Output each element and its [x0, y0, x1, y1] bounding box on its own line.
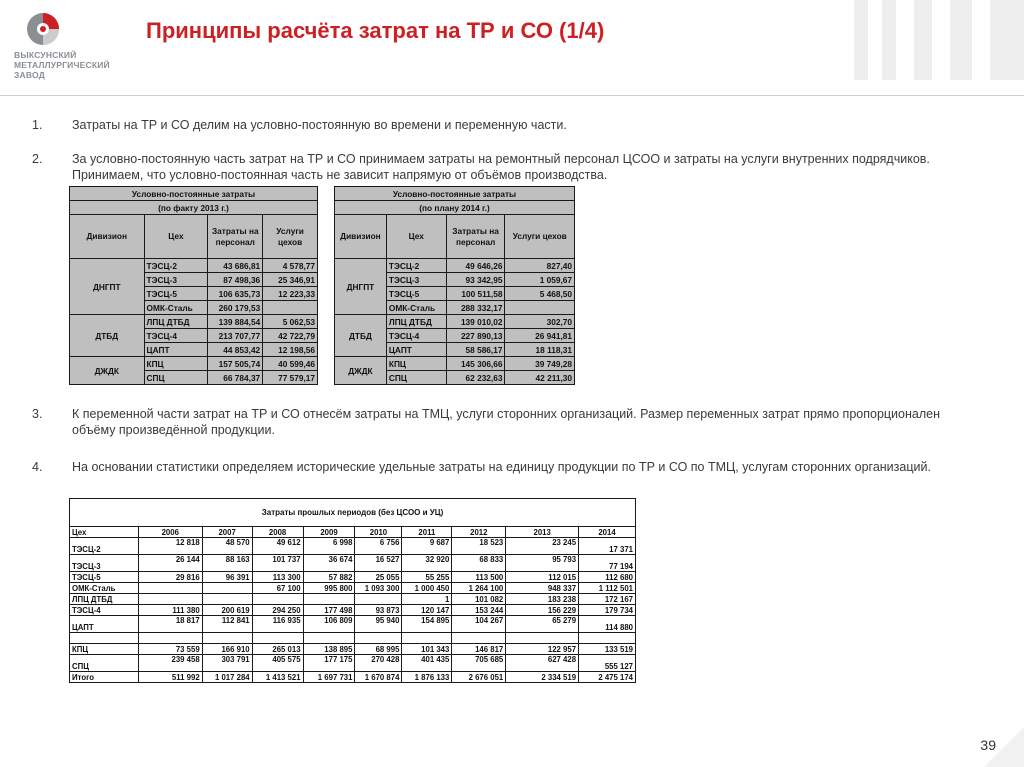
fixed-costs-fact-table [69, 186, 318, 385]
value-cell: 48 570 [202, 538, 252, 555]
value-cell: 68 995 [355, 644, 402, 655]
table-row [70, 594, 636, 605]
value-cell: 112 680 [579, 572, 636, 583]
column-header: Затраты на персонал [208, 215, 263, 259]
value-cell: 96 391 [202, 572, 252, 583]
value-cell: 122 957 [506, 644, 579, 655]
value-cell [202, 583, 252, 594]
value-cell: 17 371 [579, 538, 636, 555]
shop-cell: СПЦ [386, 371, 446, 385]
value-cell [252, 594, 303, 605]
year-header: 2009 [303, 527, 355, 538]
value-cell [506, 633, 579, 644]
value-cell: 1 017 284 [202, 672, 252, 683]
value-cell [202, 594, 252, 605]
table-subheader: (по факту 2013 г.) [70, 201, 318, 215]
services-cell: 4 578,77 [263, 259, 318, 273]
column-header: Услуги цехов [505, 215, 575, 259]
header-divider [0, 95, 1024, 96]
personnel-cell: 106 635,73 [208, 287, 263, 301]
value-cell: 113 300 [252, 572, 303, 583]
value-cell [355, 594, 402, 605]
value-cell: 101 343 [402, 644, 452, 655]
personnel-cell: 44 853,42 [208, 343, 263, 357]
value-cell: 303 791 [202, 655, 252, 672]
value-cell: 68 833 [452, 555, 506, 572]
shop-cell [70, 633, 139, 644]
value-cell: 1 670 874 [355, 672, 402, 683]
value-cell: 1 093 300 [355, 583, 402, 594]
services-cell: 827,40 [505, 259, 575, 273]
value-cell: 12 818 [138, 538, 202, 555]
table-row [70, 259, 318, 273]
value-cell: 65 279 [506, 616, 579, 633]
personnel-cell: 58 586,17 [446, 343, 505, 357]
shop-cell: ОМК-Сталь [70, 583, 139, 594]
item-number: 3. [32, 407, 43, 421]
year-header: 2007 [202, 527, 252, 538]
value-cell: 114 880 [579, 616, 636, 633]
value-cell [452, 633, 506, 644]
value-cell: 77 194 [579, 555, 636, 572]
personnel-cell: 49 646,26 [446, 259, 505, 273]
services-cell [505, 301, 575, 315]
shop-cell: СПЦ [70, 655, 139, 672]
personnel-cell: 93 342,95 [446, 273, 505, 287]
value-cell: 239 458 [138, 655, 202, 672]
table-row [70, 315, 318, 329]
value-cell: 23 245 [506, 538, 579, 555]
value-cell: 555 127 [579, 655, 636, 672]
value-cell: 101 082 [452, 594, 506, 605]
shop-cell: ЦАПТ [144, 343, 208, 357]
column-header: Затраты на персонал [446, 215, 505, 259]
value-cell: 16 527 [355, 555, 402, 572]
value-cell [579, 633, 636, 644]
value-cell: 2 475 174 [579, 672, 636, 683]
value-cell: 1 112 501 [579, 583, 636, 594]
shop-cell: СПЦ [144, 371, 208, 385]
value-cell: 112 841 [202, 616, 252, 633]
value-cell [252, 633, 303, 644]
services-cell: 302,70 [505, 315, 575, 329]
division-cell: ДЖДК [335, 357, 387, 385]
value-cell: 153 244 [452, 605, 506, 616]
personnel-cell: 260 179,53 [208, 301, 263, 315]
personnel-cell: 87 498,36 [208, 273, 263, 287]
value-cell: 166 910 [202, 644, 252, 655]
shop-cell: ТЭСЦ-3 [144, 273, 208, 287]
value-cell [138, 594, 202, 605]
value-cell: 67 100 [252, 583, 303, 594]
shop-cell: ЛПЦ ДТБД [144, 315, 208, 329]
table-row [70, 644, 636, 655]
value-cell: 26 144 [138, 555, 202, 572]
shop-cell: ТЭСЦ-2 [70, 538, 139, 555]
item-number: 2. [32, 152, 43, 166]
value-cell: 113 500 [452, 572, 506, 583]
table-row [70, 605, 636, 616]
shop-cell: ТЭСЦ-4 [144, 329, 208, 343]
year-header: 2006 [138, 527, 202, 538]
column-header: Услуги цехов [263, 215, 318, 259]
value-cell [303, 594, 355, 605]
value-cell: 120 147 [402, 605, 452, 616]
table-row [70, 538, 636, 555]
value-cell: 1 697 731 [303, 672, 355, 683]
services-cell [263, 301, 318, 315]
value-cell: 294 250 [252, 605, 303, 616]
division-cell: ДНГПТ [70, 259, 145, 315]
value-cell: 25 055 [355, 572, 402, 583]
shop-cell: КПЦ [144, 357, 208, 371]
shop-cell: Итого [70, 672, 139, 683]
value-cell: 156 229 [506, 605, 579, 616]
shop-cell: ЛПЦ ДТБД [386, 315, 446, 329]
personnel-cell: 213 707,77 [208, 329, 263, 343]
personnel-cell: 288 332,17 [446, 301, 505, 315]
value-cell: 270 428 [355, 655, 402, 672]
table-row [70, 672, 636, 683]
table-row [335, 357, 575, 371]
services-cell: 12 223,33 [263, 287, 318, 301]
shop-cell: ТЭСЦ-2 [144, 259, 208, 273]
services-cell: 1 059,67 [505, 273, 575, 287]
personnel-cell: 139 010,02 [446, 315, 505, 329]
services-cell: 77 579,17 [263, 371, 318, 385]
year-header-row [70, 527, 636, 538]
personnel-cell: 139 884,54 [208, 315, 263, 329]
personnel-cell: 227 890,13 [446, 329, 505, 343]
personnel-cell: 66 784,37 [208, 371, 263, 385]
table-row [70, 655, 636, 672]
value-cell: 627 428 [506, 655, 579, 672]
value-cell: 116 935 [252, 616, 303, 633]
value-cell: 405 575 [252, 655, 303, 672]
column-header: Дивизион [335, 215, 387, 259]
table-row [70, 572, 636, 583]
value-cell [202, 633, 252, 644]
value-cell: 101 737 [252, 555, 303, 572]
value-cell: 705 685 [452, 655, 506, 672]
value-cell: 1 264 100 [452, 583, 506, 594]
shop-cell: ТЭСЦ-5 [386, 287, 446, 301]
value-cell: 9 687 [402, 538, 452, 555]
services-cell: 18 118,31 [505, 343, 575, 357]
page-curl-icon [984, 727, 1024, 767]
value-cell: 1 876 133 [402, 672, 452, 683]
item-text: К переменной части затрат на ТР и СО отнесём затраты на ТМЦ, услуги сторонних организаций. Размер переменных затрат прямо пропорционален объёму произведённой продукции. [72, 407, 940, 437]
personnel-cell: 157 505,74 [208, 357, 263, 371]
services-cell: 42 722,79 [263, 329, 318, 343]
value-cell: 1 [402, 594, 452, 605]
value-cell: 95 940 [355, 616, 402, 633]
value-cell: 179 734 [579, 605, 636, 616]
value-cell [138, 633, 202, 644]
logo-text [14, 50, 110, 80]
logo-line: МЕТАЛЛУРГИЧЕСКИЙ [14, 60, 110, 70]
year-header: 2012 [452, 527, 506, 538]
services-cell: 12 198,56 [263, 343, 318, 357]
value-cell: 401 435 [402, 655, 452, 672]
shop-cell: ТЭСЦ-5 [144, 287, 208, 301]
item-number: 4. [32, 460, 43, 474]
shop-cell: ТЭСЦ-4 [70, 605, 139, 616]
company-logo [14, 12, 144, 82]
services-cell: 5 468,50 [505, 287, 575, 301]
value-cell: 18 523 [452, 538, 506, 555]
table-row [70, 357, 318, 371]
value-cell: 6 998 [303, 538, 355, 555]
value-cell: 138 895 [303, 644, 355, 655]
shop-cell: КПЦ [70, 644, 139, 655]
year-header: 2008 [252, 527, 303, 538]
value-cell: 2 334 519 [506, 672, 579, 683]
decorative-bars [854, 0, 1024, 80]
personnel-cell: 43 686,81 [208, 259, 263, 273]
value-cell: 172 167 [579, 594, 636, 605]
value-cell: 177 498 [303, 605, 355, 616]
logo-line: ВЫКСУНСКИЙ [14, 50, 77, 60]
division-cell: ДТБД [70, 315, 145, 357]
value-cell: 57 882 [303, 572, 355, 583]
value-cell: 146 817 [452, 644, 506, 655]
value-cell: 95 793 [506, 555, 579, 572]
value-cell: 133 519 [579, 644, 636, 655]
table-header: Условно-постоянные затраты [335, 187, 575, 201]
table-row [335, 315, 575, 329]
table-row [70, 583, 636, 594]
value-cell [303, 633, 355, 644]
table-caption: Затраты прошлых периодов (без ЦСОО и УЦ) [70, 499, 636, 527]
year-header: 2013 [506, 527, 579, 538]
shop-cell: ОМК-Сталь [144, 301, 208, 315]
personnel-cell: 100 511,58 [446, 287, 505, 301]
value-cell [402, 633, 452, 644]
value-cell: 6 756 [355, 538, 402, 555]
value-cell: 104 267 [452, 616, 506, 633]
division-cell: ДЖДК [70, 357, 145, 385]
fixed-costs-plan-table [334, 186, 575, 385]
value-cell: 111 380 [138, 605, 202, 616]
shop-cell: ТЭСЦ-5 [70, 572, 139, 583]
column-header: Цех [144, 215, 208, 259]
value-cell: 32 920 [402, 555, 452, 572]
shop-cell: ЛПЦ ДТБД [70, 594, 139, 605]
value-cell: 18 817 [138, 616, 202, 633]
value-cell: 200 619 [202, 605, 252, 616]
services-cell: 25 346,91 [263, 273, 318, 287]
year-header: 2014 [579, 527, 636, 538]
item-text: На основании статистики определяем исторические удельные затраты на единицу продукции по ТР и СО по ТМЦ, услугам сторонних организаций. [72, 460, 931, 474]
table-row [70, 633, 636, 644]
column-header: Цех [70, 527, 139, 538]
column-header: Дивизион [70, 215, 145, 259]
shop-cell: ЦАПТ [386, 343, 446, 357]
shop-cell: ЦАПТ [70, 616, 139, 633]
table-row [335, 259, 575, 273]
value-cell: 112 015 [506, 572, 579, 583]
shop-cell: ТЭСЦ-3 [70, 555, 139, 572]
value-cell: 106 809 [303, 616, 355, 633]
value-cell: 29 816 [138, 572, 202, 583]
services-cell: 40 599,46 [263, 357, 318, 371]
value-cell: 265 013 [252, 644, 303, 655]
shop-cell: ТЭСЦ-4 [386, 329, 446, 343]
services-cell: 5 062,53 [263, 315, 318, 329]
shop-cell: ОМК-Сталь [386, 301, 446, 315]
item-text: За условно-постоянную часть затрат на ТР и СО принимаем затраты на ремонтный персонал ЦСОО и затраты на услуги внутренних подрядчиков. Принимаем, что условно-постоянная часть не зависит напрямую от объёмов производства. [72, 152, 930, 182]
item-number: 1. [32, 118, 43, 132]
page-number: 39 [980, 737, 996, 753]
value-cell: 2 676 051 [452, 672, 506, 683]
value-cell: 511 992 [138, 672, 202, 683]
shop-cell: ТЭСЦ-3 [386, 273, 446, 287]
column-header: Цех [386, 215, 446, 259]
value-cell: 55 255 [402, 572, 452, 583]
year-header: 2011 [402, 527, 452, 538]
value-cell: 183 238 [506, 594, 579, 605]
value-cell: 73 559 [138, 644, 202, 655]
services-cell: 42 211,30 [505, 371, 575, 385]
personnel-cell: 62 232,63 [446, 371, 505, 385]
table-row [70, 616, 636, 633]
personnel-cell: 145 306,66 [446, 357, 505, 371]
table-header: Условно-постоянные затраты [70, 187, 318, 201]
shop-cell: ТЭСЦ-2 [386, 259, 446, 273]
logo-mark-icon [26, 12, 60, 46]
table-subheader: (по плану 2014 г.) [335, 201, 575, 215]
value-cell: 1 413 521 [252, 672, 303, 683]
item-text: Затраты на ТР и СО делим на условно-постоянную во времени и переменную части. [72, 118, 567, 132]
value-cell: 49 612 [252, 538, 303, 555]
year-header: 2010 [355, 527, 402, 538]
shop-cell: КПЦ [386, 357, 446, 371]
division-cell: ДТБД [335, 315, 387, 357]
services-cell: 26 941,81 [505, 329, 575, 343]
value-cell: 948 337 [506, 583, 579, 594]
value-cell: 154 895 [402, 616, 452, 633]
division-cell: ДНГПТ [335, 259, 387, 315]
value-cell: 177 175 [303, 655, 355, 672]
value-cell [355, 633, 402, 644]
value-cell: 93 873 [355, 605, 402, 616]
services-cell: 39 749,28 [505, 357, 575, 371]
page-title: Принципы расчёта затрат на ТР и СО (1/4) [146, 18, 605, 43]
value-cell [138, 583, 202, 594]
value-cell: 88 163 [202, 555, 252, 572]
historical-costs-table [69, 498, 636, 683]
logo-line: ЗАВОД [14, 70, 45, 80]
value-cell: 995 800 [303, 583, 355, 594]
table-row [70, 555, 636, 572]
value-cell: 1 000 450 [402, 583, 452, 594]
value-cell: 36 674 [303, 555, 355, 572]
